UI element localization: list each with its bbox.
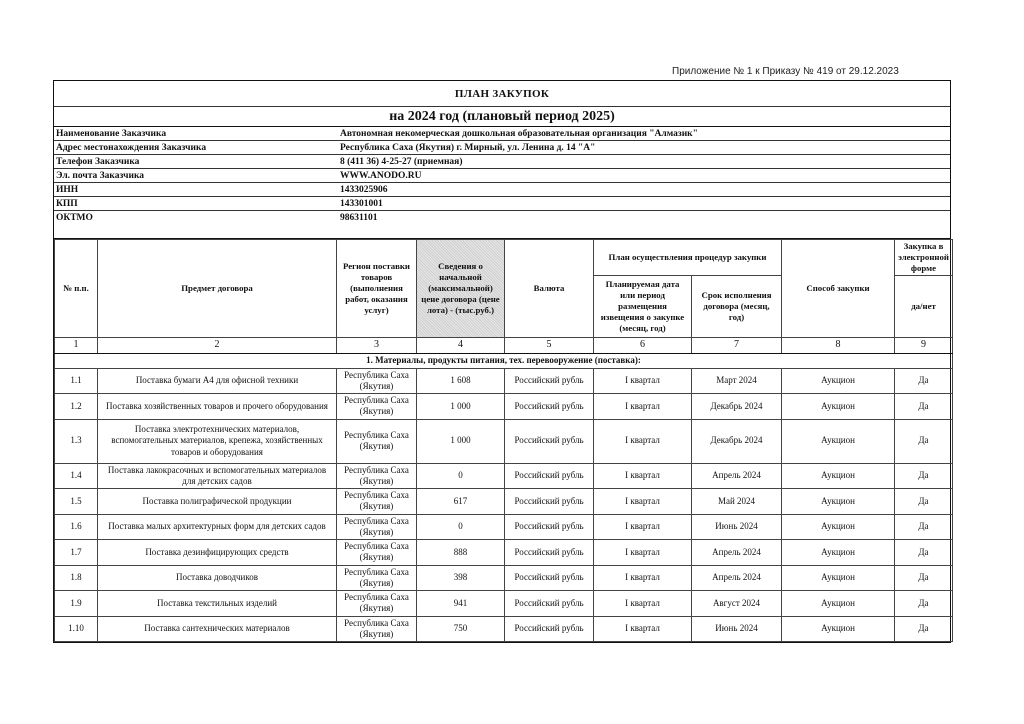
subject-cell: Поставка лакокрасочных и вспомогательных материалов для детских садов — [98, 463, 337, 489]
region-cell: Республика Саха (Якутия) — [337, 419, 417, 463]
price-cell: 0 — [417, 463, 505, 489]
customer-info-row — [54, 169, 950, 183]
electronic-cell: Да — [895, 489, 953, 515]
table-row — [55, 616, 953, 642]
price-cell: 398 — [417, 565, 505, 591]
column-number: 9 — [895, 338, 953, 354]
header-term: Срок исполнения договора (месяц, год) — [692, 276, 782, 338]
price-cell: 1 000 — [417, 394, 505, 420]
term-cell: Июнь 2024 — [692, 616, 782, 642]
row-num: 1.4 — [55, 463, 98, 489]
currency-cell: Российский рубль — [505, 565, 594, 591]
header-num: № п.п. — [55, 240, 98, 338]
procurement-plan-document — [53, 80, 951, 643]
method-cell: Аукцион — [782, 368, 895, 394]
table-row — [55, 514, 953, 540]
customer-info-label: Наименование Заказчика — [56, 128, 167, 139]
procurement-table — [54, 239, 953, 642]
header-subject: Предмет договора — [98, 240, 337, 338]
subject-cell: Поставка дезинфицирующих средств — [98, 540, 337, 566]
table-row — [55, 591, 953, 617]
region-cell: Республика Саха (Якутия) — [337, 394, 417, 420]
spacer-row — [54, 225, 950, 239]
electronic-cell: Да — [895, 394, 953, 420]
electronic-cell: Да — [895, 616, 953, 642]
column-number: 5 — [505, 338, 594, 354]
row-num: 1.9 — [55, 591, 98, 617]
customer-info-value: 98631101 — [340, 213, 378, 223]
row-num: 1.1 — [55, 368, 98, 394]
subject-cell: Поставка доводчиков — [98, 565, 337, 591]
electronic-cell: Да — [895, 591, 953, 617]
header-currency: Валюта — [505, 240, 594, 338]
region-cell: Республика Саха (Якутия) — [337, 514, 417, 540]
region-cell: Республика Саха (Якутия) — [337, 368, 417, 394]
method-cell: Аукцион — [782, 565, 895, 591]
header-region: Регион поставки товаров (выполнения работ, оказания услуг) — [337, 240, 417, 338]
row-num: 1.8 — [55, 565, 98, 591]
currency-cell: Российский рубль — [505, 514, 594, 540]
price-cell: 0 — [417, 514, 505, 540]
plan-date-cell: I квартал — [594, 514, 692, 540]
customer-info-row — [54, 211, 950, 225]
header-plan-group: План осуществления процедур закупки — [594, 240, 782, 276]
row-num: 1.10 — [55, 616, 98, 642]
column-number: 8 — [782, 338, 895, 354]
header-plan-date: Планируемая дата или период размещения извещения о закупке (месяц, год) — [594, 276, 692, 338]
currency-cell: Российский рубль — [505, 419, 594, 463]
customer-info-row — [54, 155, 950, 169]
row-num: 1.2 — [55, 394, 98, 420]
currency-cell: Российский рубль — [505, 368, 594, 394]
term-cell: Март 2024 — [692, 368, 782, 394]
subject-cell: Поставка текстильных изделий — [98, 591, 337, 617]
customer-info-label: Телефон Заказчика — [56, 156, 140, 167]
table-row — [55, 368, 953, 394]
document-title: ПЛАН ЗАКУПОК — [54, 81, 950, 107]
row-num: 1.7 — [55, 540, 98, 566]
subject-cell: Поставка электротехнических материалов, вспомогательных материалов, крепежа, хозяйственных товаров и оборудования — [98, 419, 337, 463]
region-cell: Республика Саха (Якутия) — [337, 565, 417, 591]
plan-date-cell: I квартал — [594, 394, 692, 420]
customer-info-row — [54, 197, 950, 211]
table-row — [55, 463, 953, 489]
plan-date-cell: I квартал — [594, 368, 692, 394]
region-cell: Республика Саха (Якутия) — [337, 540, 417, 566]
customer-info-value: 1433025906 — [340, 184, 388, 195]
subject-cell: Поставка хозяйственных товаров и прочего оборудования — [98, 394, 337, 420]
method-cell: Аукцион — [782, 394, 895, 420]
customer-info-row — [54, 183, 950, 197]
currency-cell: Российский рубль — [505, 489, 594, 515]
method-cell: Аукцион — [782, 591, 895, 617]
customer-info-value: WWW.ANODO.RU — [340, 170, 422, 181]
price-cell: 1 000 — [417, 419, 505, 463]
term-cell: Декабрь 2024 — [692, 419, 782, 463]
electronic-cell: Да — [895, 540, 953, 566]
customer-info-value: 143301001 — [340, 198, 383, 209]
region-cell: Республика Саха (Якутия) — [337, 463, 417, 489]
plan-date-cell: I квартал — [594, 591, 692, 617]
term-cell: Август 2024 — [692, 591, 782, 617]
electronic-cell: Да — [895, 565, 953, 591]
row-num: 1.5 — [55, 489, 98, 515]
plan-date-cell: I квартал — [594, 565, 692, 591]
region-cell: Республика Саха (Якутия) — [337, 489, 417, 515]
subject-cell: Поставка сантехнических материалов — [98, 616, 337, 642]
method-cell: Аукцион — [782, 540, 895, 566]
currency-cell: Российский рубль — [505, 540, 594, 566]
subject-cell: Поставка малых архитектурных форм для детских садов — [98, 514, 337, 540]
section-title: 1. Материалы, продукты питания, тех. перевооружение (поставка): — [55, 353, 953, 368]
plan-date-cell: I квартал — [594, 540, 692, 566]
term-cell: Май 2024 — [692, 489, 782, 515]
electronic-cell: Да — [895, 368, 953, 394]
method-cell: Аукцион — [782, 463, 895, 489]
method-cell: Аукцион — [782, 419, 895, 463]
price-cell: 617 — [417, 489, 505, 515]
customer-info — [54, 127, 950, 225]
customer-info-label: ИНН — [56, 184, 79, 195]
appendix-note: Приложение № 1 к Приказу № 419 от 29.12.2023 — [672, 66, 899, 77]
customer-info-value: Республика Саха (Якутия) г. Мирный, ул. Ленина д. 14 "А" — [340, 142, 596, 153]
customer-info-value: Автономная некомерческая дошкольная образовательная организация "Алмазик" — [340, 128, 698, 139]
price-cell: 1 608 — [417, 368, 505, 394]
term-cell: Декабрь 2024 — [692, 394, 782, 420]
price-cell: 941 — [417, 591, 505, 617]
table-row — [55, 394, 953, 420]
column-number-row — [55, 338, 953, 354]
plan-date-cell: I квартал — [594, 489, 692, 515]
term-cell: Апрель 2024 — [692, 540, 782, 566]
header-price: Сведения о начальной (максимальной) цене договора (цене лота) - (тыс.руб.) — [417, 240, 505, 338]
term-cell: Апрель 2024 — [692, 565, 782, 591]
currency-cell: Российский рубль — [505, 591, 594, 617]
table-row — [55, 489, 953, 515]
customer-info-row — [54, 141, 950, 155]
column-number: 6 — [594, 338, 692, 354]
currency-cell: Российский рубль — [505, 616, 594, 642]
column-number: 7 — [692, 338, 782, 354]
table-row — [55, 565, 953, 591]
region-cell: Республика Саха (Якутия) — [337, 616, 417, 642]
method-cell: Аукцион — [782, 514, 895, 540]
plan-date-cell: I квартал — [594, 419, 692, 463]
price-cell: 888 — [417, 540, 505, 566]
term-cell: Июнь 2024 — [692, 514, 782, 540]
column-number: 4 — [417, 338, 505, 354]
header-electronic-group: Закупка в электронной форме — [895, 240, 953, 276]
currency-cell: Российский рубль — [505, 463, 594, 489]
region-cell: Республика Саха (Якутия) — [337, 591, 417, 617]
table-row — [55, 419, 953, 463]
subject-cell: Поставка бумаги А4 для офисной техники — [98, 368, 337, 394]
method-cell: Аукцион — [782, 616, 895, 642]
method-cell: Аукцион — [782, 489, 895, 515]
subject-cell: Поставка полиграфической продукции — [98, 489, 337, 515]
plan-date-cell: I квартал — [594, 616, 692, 642]
column-number: 3 — [337, 338, 417, 354]
customer-info-value: 8 (411 36) 4-25-27 (приемная) — [340, 156, 463, 167]
electronic-cell: Да — [895, 463, 953, 489]
customer-info-label: КПП — [56, 198, 78, 209]
customer-info-label: Эл. почта Заказчика — [56, 170, 145, 181]
price-cell: 750 — [417, 616, 505, 642]
currency-cell: Российский рубль — [505, 394, 594, 420]
row-num: 1.3 — [55, 419, 98, 463]
electronic-cell: Да — [895, 419, 953, 463]
plan-date-cell: I квартал — [594, 463, 692, 489]
row-num: 1.6 — [55, 514, 98, 540]
document-subtitle: на 2024 год (плановый период 2025) — [54, 107, 950, 127]
table-row — [55, 540, 953, 566]
customer-info-label: ОКТМО — [56, 213, 93, 223]
column-number: 1 — [55, 338, 98, 354]
header-method: Способ закупки — [782, 240, 895, 338]
customer-info-label: Адрес местонахождения Заказчика — [56, 142, 207, 153]
customer-info-row — [54, 127, 950, 141]
electronic-cell: Да — [895, 514, 953, 540]
term-cell: Апрель 2024 — [692, 463, 782, 489]
header-electronic: да/нет — [895, 276, 953, 338]
column-number: 2 — [98, 338, 337, 354]
